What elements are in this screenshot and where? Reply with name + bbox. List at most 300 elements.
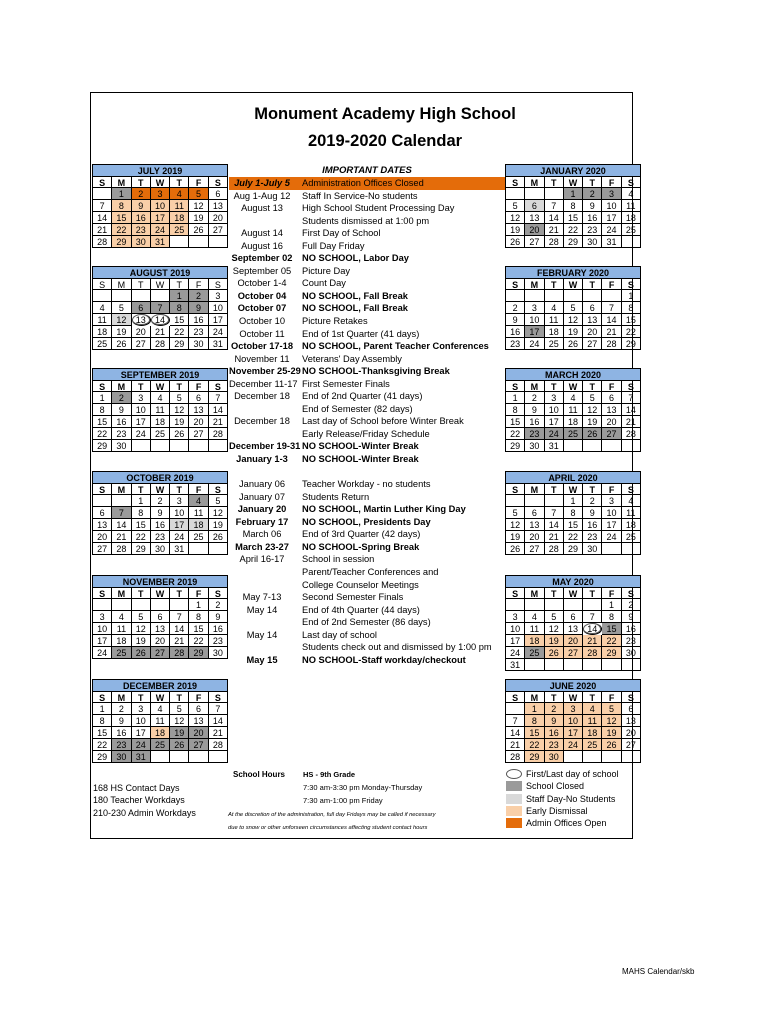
day-cell: 6 bbox=[132, 302, 151, 314]
day-cell: 25 bbox=[622, 531, 641, 543]
month-grid bbox=[92, 176, 228, 248]
important-date: July 1-July 5 bbox=[234, 178, 290, 188]
day-cell: 26 bbox=[209, 531, 228, 543]
day-cell: 12 bbox=[189, 200, 208, 212]
day-cell: 10 bbox=[602, 507, 621, 519]
weekday-header: S bbox=[506, 278, 525, 290]
day-cell: 1 bbox=[564, 495, 583, 507]
day-cell bbox=[602, 751, 621, 763]
month-title: AUGUST 2019 bbox=[92, 266, 228, 278]
important-date: May 7-13 bbox=[242, 592, 282, 603]
day-cell: 1 bbox=[93, 392, 112, 404]
day-cell: 13 bbox=[132, 314, 151, 326]
month-february-2020 bbox=[505, 266, 641, 350]
important-event: Veterans' Day Assembly bbox=[302, 353, 402, 364]
day-cell: 14 bbox=[545, 212, 564, 224]
weekday-header: S bbox=[209, 380, 228, 392]
day-cell: 10 bbox=[93, 623, 112, 635]
day-cell: 14 bbox=[209, 404, 228, 416]
month-grid bbox=[505, 176, 641, 248]
day-cell: 26 bbox=[602, 739, 621, 751]
weekday-header: M bbox=[112, 278, 131, 290]
day-cell bbox=[132, 599, 151, 611]
weekday-header: W bbox=[564, 380, 583, 392]
day-cell bbox=[189, 543, 208, 555]
day-cell: 29 bbox=[170, 338, 189, 350]
legend-staff-label: Staff Day-No Students bbox=[526, 793, 616, 804]
important-event: Students dismissed at 1:00 pm bbox=[302, 215, 430, 226]
weekday-header: W bbox=[151, 380, 170, 392]
month-title: JUNE 2020 bbox=[505, 679, 641, 691]
day-cell: 19 bbox=[209, 519, 228, 531]
day-cell: 16 bbox=[525, 416, 544, 428]
weekday-header: S bbox=[209, 483, 228, 495]
day-cell: 9 bbox=[132, 200, 151, 212]
day-cell: 30 bbox=[209, 647, 228, 659]
day-cell: 15 bbox=[93, 727, 112, 739]
day-cell: 23 bbox=[112, 739, 131, 751]
school-hours-grade: HS - 9th Grade bbox=[303, 770, 356, 779]
day-cell: 3 bbox=[506, 611, 525, 623]
important-date: August 14 bbox=[241, 228, 283, 239]
day-cell: 11 bbox=[622, 507, 641, 519]
day-cell bbox=[622, 751, 641, 763]
day-cell: 26 bbox=[170, 428, 189, 440]
day-cell: 27 bbox=[525, 543, 544, 555]
day-cell: 3 bbox=[132, 703, 151, 715]
day-cell: 15 bbox=[189, 623, 208, 635]
important-date-row bbox=[229, 579, 505, 592]
weekday-header: W bbox=[151, 176, 170, 188]
day-cell: 15 bbox=[132, 519, 151, 531]
day-cell bbox=[93, 495, 112, 507]
day-cell: 12 bbox=[506, 519, 525, 531]
day-cell: 22 bbox=[93, 739, 112, 751]
day-cell: 18 bbox=[151, 416, 170, 428]
important-event: End of 1st Quarter (41 days) bbox=[302, 328, 420, 339]
day-cell: 26 bbox=[545, 647, 564, 659]
important-event: NO SCHOOL, Parent Teacher Conferences bbox=[302, 341, 489, 352]
important-event bbox=[295, 466, 505, 479]
day-cell: 18 bbox=[170, 212, 189, 224]
day-cell: 19 bbox=[132, 635, 151, 647]
day-cell bbox=[112, 495, 131, 507]
day-cell bbox=[564, 659, 583, 671]
school-title: Monument Academy High School bbox=[254, 105, 516, 123]
weekday-header: F bbox=[602, 278, 621, 290]
day-cell: 1 bbox=[189, 599, 208, 611]
day-cell bbox=[506, 703, 525, 715]
important-date: October 11 bbox=[239, 328, 285, 339]
weekday-header: M bbox=[112, 587, 131, 599]
month-june-2020 bbox=[505, 679, 641, 763]
day-cell: 16 bbox=[112, 416, 131, 428]
weekday-header: F bbox=[602, 380, 621, 392]
day-cell bbox=[525, 188, 544, 200]
day-cell bbox=[583, 440, 602, 452]
day-cell: 29 bbox=[132, 543, 151, 555]
important-event: Students Return bbox=[302, 491, 370, 502]
weekday-header: T bbox=[132, 380, 151, 392]
day-cell: 23 bbox=[622, 635, 641, 647]
important-event: First Day of School bbox=[302, 228, 381, 239]
important-event: NO SCHOOL-Thanksgiving Break bbox=[302, 366, 450, 377]
day-cell: 21 bbox=[170, 635, 189, 647]
day-cell: 17 bbox=[525, 326, 544, 338]
day-cell: 19 bbox=[602, 727, 621, 739]
weekday-header: T bbox=[170, 278, 189, 290]
day-cell: 9 bbox=[151, 507, 170, 519]
important-date-row bbox=[229, 440, 505, 453]
day-cell: 21 bbox=[545, 224, 564, 236]
day-cell: 13 bbox=[602, 404, 621, 416]
day-cell: 13 bbox=[189, 404, 208, 416]
month-grid bbox=[505, 278, 641, 350]
important-date-row bbox=[229, 340, 505, 353]
important-date: November 25-29 bbox=[229, 366, 301, 377]
important-date: October 1-4 bbox=[237, 278, 287, 289]
day-cell: 15 bbox=[602, 623, 621, 635]
day-cell: 28 bbox=[209, 428, 228, 440]
day-cell: 10 bbox=[602, 200, 621, 212]
day-cell: 17 bbox=[209, 314, 228, 326]
school-hours-mon-thu: 7:30 am-3:30 pm Monday-Thursday bbox=[303, 783, 423, 792]
month-title: JANUARY 2020 bbox=[505, 164, 641, 176]
important-date-row bbox=[229, 453, 505, 466]
day-cell: 22 bbox=[602, 635, 621, 647]
day-cell: 1 bbox=[170, 290, 189, 302]
day-cell bbox=[189, 236, 208, 248]
weekday-header: T bbox=[583, 483, 602, 495]
day-cell: 25 bbox=[545, 338, 564, 350]
important-date-row bbox=[229, 252, 505, 265]
day-cell: 3 bbox=[170, 495, 189, 507]
important-date-row bbox=[229, 591, 505, 604]
day-cell: 9 bbox=[525, 404, 544, 416]
day-cell: 27 bbox=[622, 739, 641, 751]
day-cell: 8 bbox=[525, 715, 544, 727]
important-date-row bbox=[229, 227, 505, 240]
day-cell: 24 bbox=[602, 224, 621, 236]
day-cell: 7 bbox=[93, 200, 112, 212]
day-cell: 12 bbox=[564, 314, 583, 326]
important-date bbox=[229, 428, 295, 441]
month-title: OCTOBER 2019 bbox=[92, 471, 228, 483]
day-cell: 29 bbox=[506, 440, 525, 452]
month-title: DECEMBER 2019 bbox=[92, 679, 228, 691]
day-cell: 15 bbox=[622, 314, 641, 326]
day-cell: 31 bbox=[209, 338, 228, 350]
important-date-row bbox=[229, 566, 505, 579]
day-cell: 18 bbox=[525, 635, 544, 647]
day-cell bbox=[583, 599, 602, 611]
day-cell: 24 bbox=[132, 428, 151, 440]
day-cell: 30 bbox=[545, 751, 564, 763]
important-date-row bbox=[229, 616, 505, 629]
day-cell: 19 bbox=[506, 531, 525, 543]
weekday-header: S bbox=[506, 176, 525, 188]
important-date: September 05 bbox=[232, 265, 292, 276]
day-cell: 19 bbox=[112, 326, 131, 338]
day-cell: 21 bbox=[209, 416, 228, 428]
weekday-header: T bbox=[132, 483, 151, 495]
day-cell bbox=[525, 599, 544, 611]
weekday-header: T bbox=[132, 176, 151, 188]
day-cell: 5 bbox=[506, 200, 525, 212]
day-cell: 3 bbox=[525, 302, 544, 314]
weekday-header: F bbox=[602, 176, 621, 188]
day-cell: 1 bbox=[602, 599, 621, 611]
important-event: Full Day Friday bbox=[302, 240, 365, 251]
day-cell: 11 bbox=[112, 623, 131, 635]
day-cell: 10 bbox=[525, 314, 544, 326]
day-cell bbox=[525, 290, 544, 302]
weekday-header: W bbox=[151, 691, 170, 703]
important-date-row bbox=[229, 190, 505, 203]
month-november-2019 bbox=[92, 575, 228, 659]
day-cell: 24 bbox=[506, 647, 525, 659]
weekday-header: F bbox=[189, 691, 208, 703]
day-cell: 8 bbox=[506, 404, 525, 416]
day-cell: 9 bbox=[112, 404, 131, 416]
day-cell bbox=[189, 751, 208, 763]
day-cell: 4 bbox=[564, 392, 583, 404]
admin-swatch bbox=[506, 818, 522, 828]
month-grid bbox=[505, 380, 641, 452]
weekday-header: T bbox=[583, 278, 602, 290]
day-cell: 2 bbox=[132, 188, 151, 200]
important-date: December 19-31 bbox=[229, 441, 301, 452]
day-cell: 8 bbox=[93, 404, 112, 416]
day-cell bbox=[602, 543, 621, 555]
month-july-2019 bbox=[92, 164, 228, 248]
day-cell bbox=[209, 236, 228, 248]
day-cell: 17 bbox=[151, 212, 170, 224]
day-cell: 9 bbox=[209, 611, 228, 623]
day-cell bbox=[564, 290, 583, 302]
day-cell: 1 bbox=[112, 188, 131, 200]
weekday-header: S bbox=[93, 587, 112, 599]
day-cell: 16 bbox=[189, 314, 208, 326]
day-cell: 22 bbox=[132, 531, 151, 543]
day-cell: 5 bbox=[545, 611, 564, 623]
month-grid bbox=[92, 380, 228, 452]
day-cell: 15 bbox=[170, 314, 189, 326]
day-cell: 9 bbox=[506, 314, 525, 326]
day-cell: 26 bbox=[112, 338, 131, 350]
day-cell: 2 bbox=[506, 302, 525, 314]
day-cell bbox=[93, 188, 112, 200]
important-event: Picture Retakes bbox=[302, 316, 368, 327]
day-cell: 21 bbox=[93, 224, 112, 236]
day-cell: 25 bbox=[583, 739, 602, 751]
important-date: September 02 bbox=[231, 253, 293, 264]
day-cell bbox=[622, 659, 641, 671]
day-cell: 14 bbox=[583, 623, 602, 635]
day-cell bbox=[525, 495, 544, 507]
important-date bbox=[229, 616, 295, 629]
month-march-2020 bbox=[505, 368, 641, 452]
contact-days-block bbox=[93, 782, 196, 819]
day-cell: 9 bbox=[583, 200, 602, 212]
weekday-header: S bbox=[622, 691, 641, 703]
day-cell: 7 bbox=[170, 611, 189, 623]
day-cell bbox=[545, 188, 564, 200]
day-cell: 18 bbox=[189, 519, 208, 531]
important-date: January 1-3 bbox=[236, 454, 288, 465]
weekday-header: W bbox=[564, 691, 583, 703]
day-cell: 18 bbox=[583, 727, 602, 739]
important-event: End of 3rd Quarter (42 days) bbox=[302, 529, 421, 540]
day-cell: 23 bbox=[132, 224, 151, 236]
day-cell: 23 bbox=[525, 428, 544, 440]
month-may-2020 bbox=[505, 575, 641, 671]
day-cell: 2 bbox=[583, 495, 602, 507]
day-cell: 17 bbox=[564, 727, 583, 739]
important-date: March 06 bbox=[242, 529, 282, 540]
day-cell: 7 bbox=[583, 611, 602, 623]
important-event: First Semester Finals bbox=[302, 378, 390, 389]
day-cell: 9 bbox=[622, 611, 641, 623]
day-cell: 1 bbox=[525, 703, 544, 715]
important-event: End of Semester (82 days) bbox=[302, 403, 413, 414]
day-cell: 17 bbox=[602, 212, 621, 224]
day-cell bbox=[602, 290, 621, 302]
day-cell: 25 bbox=[622, 224, 641, 236]
weekday-header: T bbox=[132, 587, 151, 599]
day-cell: 5 bbox=[506, 507, 525, 519]
day-cell bbox=[170, 751, 189, 763]
day-cell: 10 bbox=[506, 623, 525, 635]
day-cell bbox=[583, 659, 602, 671]
important-date-row bbox=[229, 654, 505, 667]
day-cell: 27 bbox=[151, 647, 170, 659]
weekday-header: S bbox=[209, 278, 228, 290]
day-cell: 28 bbox=[583, 647, 602, 659]
important-date-row bbox=[229, 302, 505, 315]
weekday-header: F bbox=[189, 278, 208, 290]
day-cell: 29 bbox=[93, 751, 112, 763]
day-cell: 14 bbox=[209, 715, 228, 727]
day-cell: 21 bbox=[583, 635, 602, 647]
important-date: Aug 1-Aug 12 bbox=[233, 190, 291, 201]
day-cell: 2 bbox=[525, 392, 544, 404]
day-cell: 13 bbox=[189, 715, 208, 727]
day-cell: 9 bbox=[583, 507, 602, 519]
important-event: Picture Day bbox=[302, 265, 351, 276]
day-cell bbox=[506, 599, 525, 611]
day-cell: 7 bbox=[622, 392, 641, 404]
day-cell bbox=[622, 236, 641, 248]
day-cell: 4 bbox=[189, 495, 208, 507]
weekday-header: T bbox=[545, 483, 564, 495]
day-cell: 2 bbox=[189, 290, 208, 302]
day-cell: 15 bbox=[564, 212, 583, 224]
day-cell: 20 bbox=[622, 727, 641, 739]
day-cell: 30 bbox=[583, 543, 602, 555]
day-cell: 9 bbox=[545, 715, 564, 727]
day-cell bbox=[93, 599, 112, 611]
day-cell: 9 bbox=[112, 715, 131, 727]
day-cell: 21 bbox=[112, 531, 131, 543]
important-event: High School Student Processing Day bbox=[302, 203, 455, 214]
day-cell: 22 bbox=[170, 326, 189, 338]
important-event: NO SCHOOL, Fall Break bbox=[302, 303, 408, 314]
school-hours-note-1: At the discretion of the administration, full day Fridays may be called if necessary bbox=[228, 812, 436, 818]
day-cell: 17 bbox=[545, 416, 564, 428]
day-cell: 23 bbox=[151, 531, 170, 543]
important-date: October 04 bbox=[237, 290, 287, 301]
day-cell: 11 bbox=[583, 715, 602, 727]
weekday-header: F bbox=[189, 380, 208, 392]
teacher-workdays: 180 Teacher Workdays bbox=[93, 795, 185, 806]
day-cell bbox=[132, 440, 151, 452]
weekday-header: M bbox=[525, 587, 544, 599]
month-grid bbox=[92, 691, 228, 763]
day-cell: 6 bbox=[189, 392, 208, 404]
important-date-row bbox=[229, 240, 505, 253]
day-cell: 6 bbox=[525, 200, 544, 212]
day-cell: 31 bbox=[545, 440, 564, 452]
day-cell: 30 bbox=[189, 338, 208, 350]
important-date: October 17-18 bbox=[230, 341, 293, 352]
day-cell: 21 bbox=[622, 416, 641, 428]
day-cell: 24 bbox=[564, 739, 583, 751]
day-cell: 27 bbox=[132, 338, 151, 350]
weekday-header: F bbox=[189, 176, 208, 188]
day-cell: 11 bbox=[170, 200, 189, 212]
important-date bbox=[229, 641, 295, 654]
day-cell: 10 bbox=[132, 715, 151, 727]
day-cell: 15 bbox=[525, 727, 544, 739]
day-cell: 17 bbox=[506, 635, 525, 647]
day-cell: 7 bbox=[602, 302, 621, 314]
day-cell: 15 bbox=[506, 416, 525, 428]
day-cell: 17 bbox=[602, 519, 621, 531]
important-event: NO SCHOOL-Winter Break bbox=[302, 454, 419, 465]
weekday-header: M bbox=[112, 176, 131, 188]
day-cell bbox=[151, 751, 170, 763]
weekday-header: S bbox=[622, 587, 641, 599]
closed-swatch bbox=[506, 781, 522, 791]
important-date: January 07 bbox=[239, 491, 285, 502]
month-april-2020 bbox=[505, 471, 641, 555]
day-cell: 7 bbox=[545, 200, 564, 212]
important-date-row bbox=[229, 277, 505, 290]
important-event: NO SCHOOL, Fall Break bbox=[302, 290, 408, 301]
day-cell bbox=[170, 440, 189, 452]
day-cell: 9 bbox=[189, 302, 208, 314]
day-cell: 4 bbox=[622, 188, 641, 200]
school-hours-note-2: due to snow or other unforseen circumstances affecting student contact hours bbox=[228, 825, 428, 831]
weekday-header: M bbox=[112, 380, 131, 392]
day-cell: 11 bbox=[151, 404, 170, 416]
month-grid bbox=[505, 691, 641, 763]
day-cell bbox=[506, 290, 525, 302]
important-event: Last day of school bbox=[302, 629, 377, 640]
day-cell: 25 bbox=[189, 531, 208, 543]
important-date-row bbox=[229, 503, 505, 516]
important-date-row bbox=[229, 328, 505, 341]
day-cell: 20 bbox=[189, 416, 208, 428]
day-cell: 6 bbox=[564, 611, 583, 623]
day-cell: 26 bbox=[506, 236, 525, 248]
day-cell bbox=[151, 290, 170, 302]
day-cell: 6 bbox=[93, 507, 112, 519]
important-date-row bbox=[229, 629, 505, 642]
day-cell: 16 bbox=[583, 519, 602, 531]
day-cell: 27 bbox=[602, 428, 621, 440]
